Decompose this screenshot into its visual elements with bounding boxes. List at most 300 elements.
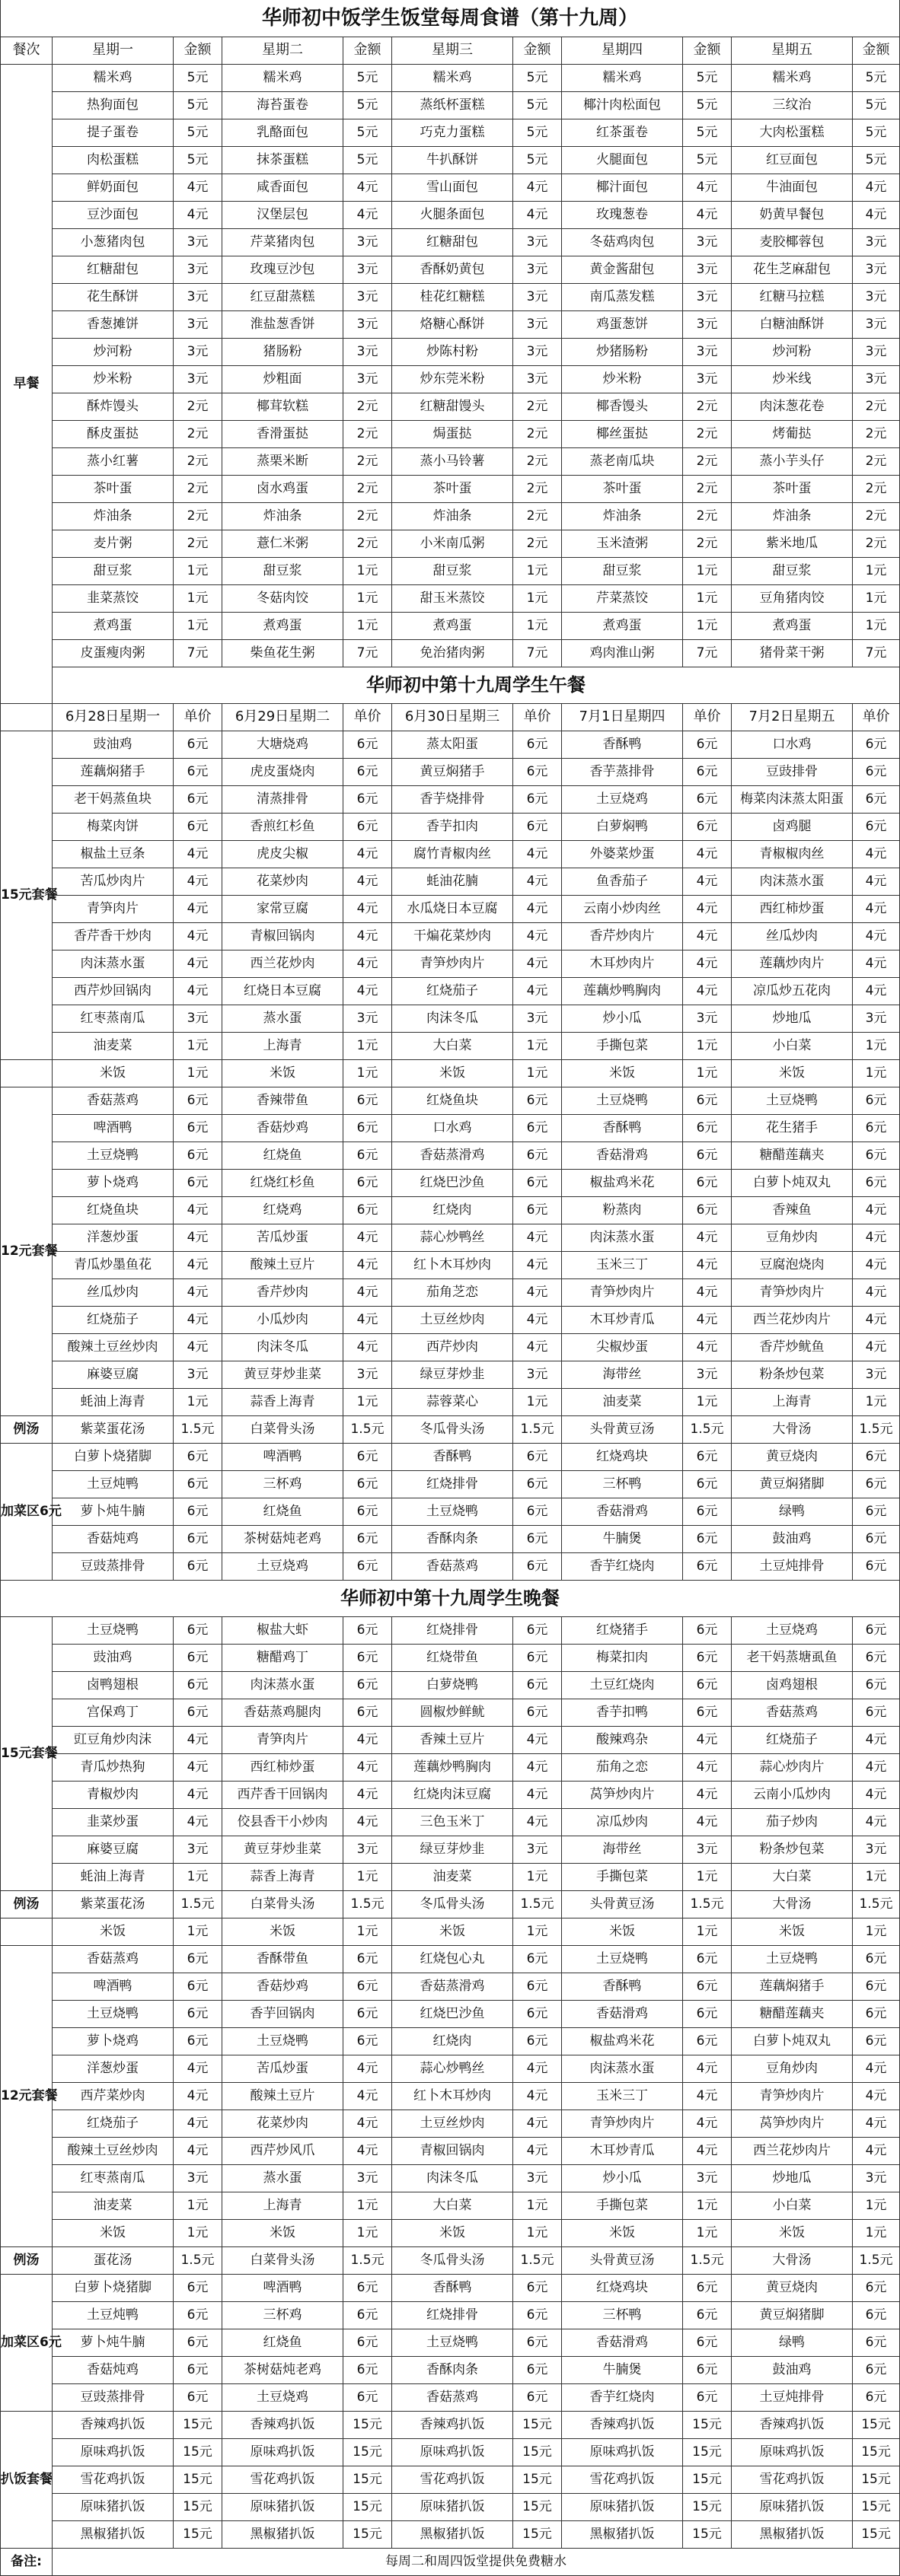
dish-name: 红烧鸡块 <box>562 1443 683 1470</box>
dish-name: 红豆甜蒸糕 <box>222 283 343 310</box>
dish-price: 6元 <box>853 1470 900 1498</box>
dish-price: 6元 <box>174 2000 222 2027</box>
menu-row <box>1 1306 900 1333</box>
dish-price: 1元 <box>343 584 392 612</box>
dish-name: 炸油条 <box>53 502 174 530</box>
menu-row <box>1 1781 900 1808</box>
dish-name: 梅菜扣肉 <box>562 1644 683 1671</box>
dish-name: 烙糖心酥饼 <box>392 310 513 338</box>
dish-name: 糖醋莲藕夹 <box>732 1142 853 1169</box>
menu-row <box>1 1278 900 1306</box>
dish-name: 肉沫冬瓜 <box>392 2164 513 2192</box>
dish-name: 梅菜肉沫蒸太阳蛋 <box>732 785 853 813</box>
dish-name: 甜豆浆 <box>562 557 683 584</box>
dish-name: 雪花鸡扒饭 <box>562 2466 683 2493</box>
dish-price: 6元 <box>513 1644 562 1671</box>
header-cell: 7月2日星期五 <box>732 703 853 731</box>
dish-price: 4元 <box>343 2137 392 2164</box>
dish-price: 15元 <box>853 2520 900 2548</box>
dish-price: 2元 <box>853 475 900 502</box>
dish-price: 4元 <box>174 1224 222 1251</box>
menu-row <box>1 1699 900 1726</box>
dish-name: 抹茶蛋糕 <box>222 146 343 174</box>
dish-name: 牛腩煲 <box>562 1525 683 1552</box>
dish-price: 6元 <box>174 1498 222 1525</box>
dish-name: 蒜香上海青 <box>222 1863 343 1890</box>
dish-name: 萝卜炖牛腩 <box>53 1498 174 1525</box>
dish-name: 红烧茄子 <box>392 977 513 1005</box>
dish-price: 6元 <box>343 1945 392 1973</box>
dish-price: 2元 <box>853 393 900 420</box>
meal-category <box>1 1918 53 1945</box>
dish-name: 啤酒鸭 <box>53 1114 174 1142</box>
dish-name: 绿豆芽炒韭 <box>392 1361 513 1388</box>
dish-name: 柴鱼花生粥 <box>222 639 343 667</box>
dish-price: 2元 <box>683 420 732 447</box>
dish-name: 白菜骨头汤 <box>222 2246 343 2274</box>
dish-price: 6元 <box>853 758 900 785</box>
dish-price: 6元 <box>853 1443 900 1470</box>
dish-name: 土豆烧鸭 <box>392 2329 513 2356</box>
dish-price: 1元 <box>683 584 732 612</box>
dish-name: 油麦菜 <box>392 1863 513 1890</box>
dish-price: 4元 <box>174 977 222 1005</box>
dish-price: 4元 <box>174 1808 222 1836</box>
dish-price: 4元 <box>174 1278 222 1306</box>
dish-name: 酸辣土豆丝炒肉 <box>53 2137 174 2164</box>
dish-price: 4元 <box>513 1753 562 1781</box>
dish-price: 6元 <box>343 1196 392 1224</box>
dish-name: 蒸太阳蛋 <box>392 731 513 758</box>
dish-name: 土豆炖鸭 <box>53 1470 174 1498</box>
dish-price: 5元 <box>343 119 392 146</box>
dish-name: 黄豆烧肉 <box>732 1443 853 1470</box>
dish-price: 6元 <box>683 2301 732 2329</box>
dish-name: 紫菜蛋花汤 <box>53 1415 174 1443</box>
header-cell: 星期三 <box>392 37 513 64</box>
dish-price: 4元 <box>513 1781 562 1808</box>
dish-price: 6元 <box>343 1552 392 1580</box>
dish-price: 1元 <box>343 1032 392 1059</box>
menu-row <box>1 338 900 365</box>
dish-price: 7元 <box>513 639 562 667</box>
menu-row <box>1 1525 900 1552</box>
dish-name: 香芋烧排骨 <box>392 785 513 813</box>
dish-name: 提子蛋卷 <box>53 119 174 146</box>
dish-price: 4元 <box>683 1251 732 1278</box>
dish-price: 4元 <box>513 1278 562 1306</box>
dish-name: 大骨汤 <box>732 1890 853 1918</box>
dish-price: 3元 <box>174 1361 222 1388</box>
dish-name: 土豆烧鸭 <box>392 1498 513 1525</box>
dish-price: 6元 <box>343 731 392 758</box>
menu-row <box>1 2000 900 2027</box>
dish-price: 2元 <box>174 530 222 557</box>
dish-name: 香芋回锅肉 <box>222 2000 343 2027</box>
menu-row <box>1 2301 900 2329</box>
dish-price: 5元 <box>683 64 732 91</box>
dish-price: 1.5元 <box>513 2246 562 2274</box>
dish-name: 香芋红烧肉 <box>562 2383 683 2411</box>
dish-name: 水瓜烧日本豆腐 <box>392 895 513 922</box>
dish-name: 米饭 <box>392 1918 513 1945</box>
dish-price: 4元 <box>853 1224 900 1251</box>
dish-name: 白萝卜烧猪脚 <box>53 2274 174 2301</box>
dish-name: 香酥鸭 <box>392 2274 513 2301</box>
dish-name: 西芹炒回锅肉 <box>53 977 174 1005</box>
menu-row <box>1 119 900 146</box>
dish-name: 洋葱炒蛋 <box>53 2055 174 2082</box>
dish-name: 凉瓜炒五花肉 <box>732 977 853 1005</box>
dish-name: 冬瓜骨头汤 <box>392 1415 513 1443</box>
dish-name: 莴笋炒肉片 <box>732 2110 853 2137</box>
dish-name: 黑椒猪扒饭 <box>562 2520 683 2548</box>
dish-name: 大白菜 <box>392 2192 513 2219</box>
dish-price: 1.5元 <box>174 1890 222 1918</box>
dish-price: 4元 <box>683 2055 732 2082</box>
menu-row <box>1 785 900 813</box>
dish-price: 6元 <box>174 1671 222 1699</box>
dish-price: 6元 <box>174 1699 222 1726</box>
header-cell: 6月30日星期三 <box>392 703 513 731</box>
dish-name: 免治猪肉粥 <box>392 639 513 667</box>
dish-name: 木耳炒肉片 <box>562 950 683 977</box>
dish-price: 6元 <box>683 1525 732 1552</box>
dish-price: 4元 <box>853 868 900 895</box>
dish-price: 5元 <box>683 119 732 146</box>
menu-row <box>1 1671 900 1699</box>
dish-price: 5元 <box>683 146 732 174</box>
dish-name: 西兰花炒肉片 <box>732 2137 853 2164</box>
dish-name: 米饭 <box>732 1918 853 1945</box>
dish-name: 香煎红杉鱼 <box>222 813 343 840</box>
dish-name: 三杯鸭 <box>562 1470 683 1498</box>
dish-name: 薏仁米粥 <box>222 530 343 557</box>
dish-name: 冬瓜骨头汤 <box>392 2246 513 2274</box>
dish-name: 头骨黄豆汤 <box>562 1890 683 1918</box>
dish-name: 黄豆芽炒韭菜 <box>222 1836 343 1863</box>
dish-name: 土豆丝炒肉 <box>392 1306 513 1333</box>
dish-name: 米饭 <box>392 1059 513 1087</box>
dish-price: 7元 <box>853 639 900 667</box>
dish-price: 5元 <box>513 91 562 119</box>
dish-price: 4元 <box>174 895 222 922</box>
dish-price: 1.5元 <box>683 1890 732 1918</box>
dish-price: 6元 <box>683 1973 732 2000</box>
dish-price: 3元 <box>174 228 222 256</box>
dish-name: 米饭 <box>222 2219 343 2246</box>
dish-name: 酸辣土豆片 <box>222 1251 343 1278</box>
dish-name: 小葱猪肉包 <box>53 228 174 256</box>
menu-row <box>1 201 900 228</box>
dish-price: 3元 <box>853 1836 900 1863</box>
dish-name: 绿豆芽炒韭 <box>392 1836 513 1863</box>
menu-row <box>1 2110 900 2137</box>
menu-row <box>1 1415 900 1443</box>
menu-row <box>1 1251 900 1278</box>
dish-price: 4元 <box>513 1808 562 1836</box>
dish-price: 6元 <box>513 1498 562 1525</box>
dish-name: 豆豉蒸排骨 <box>53 2383 174 2411</box>
dish-price: 6元 <box>683 1644 732 1671</box>
dish-price: 4元 <box>343 950 392 977</box>
dish-name: 莴笋炒肉片 <box>562 1781 683 1808</box>
dish-price: 1元 <box>853 557 900 584</box>
dish-name: 热狗面包 <box>53 91 174 119</box>
dish-price: 1元 <box>853 584 900 612</box>
dish-name: 白萝焖鸭 <box>562 813 683 840</box>
dish-price: 4元 <box>343 174 392 201</box>
dish-price: 6元 <box>853 2000 900 2027</box>
dish-price: 15元 <box>174 2466 222 2493</box>
dish-name: 手撕包菜 <box>562 1863 683 1890</box>
dish-name: 米饭 <box>392 2219 513 2246</box>
dish-price: 2元 <box>683 447 732 475</box>
dish-price: 1元 <box>853 1388 900 1415</box>
dish-price: 4元 <box>174 2055 222 2082</box>
dish-price: 3元 <box>513 338 562 365</box>
menu-row <box>1 475 900 502</box>
dish-name: 炒东莞米粉 <box>392 365 513 393</box>
dish-price: 4元 <box>853 1278 900 1306</box>
dish-name: 香辣鸡扒饭 <box>392 2411 513 2438</box>
dish-price: 1元 <box>513 1059 562 1087</box>
dish-price: 1元 <box>513 1032 562 1059</box>
dish-name: 香菇蒸鸡腿肉 <box>222 1699 343 1726</box>
dish-price: 4元 <box>683 1333 732 1361</box>
dish-name: 香芹香干炒肉 <box>53 922 174 950</box>
dish-name: 炒地瓜 <box>732 1005 853 1032</box>
dish-price: 3元 <box>513 256 562 283</box>
dish-price: 4元 <box>853 1306 900 1333</box>
dish-name: 炒河粉 <box>732 338 853 365</box>
menu-row <box>1 1169 900 1196</box>
menu-row <box>1 1443 900 1470</box>
dish-price: 5元 <box>513 119 562 146</box>
dish-name: 玉米渣粥 <box>562 530 683 557</box>
meal-category: 加菜区6元 <box>1 2274 53 2411</box>
document-title: 华师初中饭学生饭堂每周食谱（第十九周） <box>1 0 900 37</box>
dish-price: 6元 <box>343 1498 392 1525</box>
meal-category: 早餐 <box>1 64 53 703</box>
dish-price: 6元 <box>174 1525 222 1552</box>
dish-name: 西兰花炒肉片 <box>732 1306 853 1333</box>
menu-row <box>1 283 900 310</box>
dish-name: 奶黄早餐包 <box>732 201 853 228</box>
dish-name: 肉沫葱花卷 <box>732 393 853 420</box>
dish-name: 黄豆焖猪脚 <box>732 2301 853 2329</box>
meal-category: 12元套餐 <box>1 1087 53 1415</box>
dish-price: 15元 <box>343 2520 392 2548</box>
dish-price: 6元 <box>683 785 732 813</box>
dish-name: 口水鸡 <box>392 1114 513 1142</box>
dish-price: 4元 <box>683 1753 732 1781</box>
dish-price: 4元 <box>343 1753 392 1781</box>
dish-name: 花菜炒肉 <box>222 2110 343 2137</box>
meal-category: 例汤 <box>1 1890 53 1918</box>
dish-name: 红烧鱼块 <box>53 1196 174 1224</box>
dish-price: 1.5元 <box>343 1890 392 1918</box>
menu-row <box>1 1498 900 1525</box>
dish-price: 2元 <box>683 502 732 530</box>
dish-price: 5元 <box>174 119 222 146</box>
dish-name: 炸油条 <box>222 502 343 530</box>
dish-price: 6元 <box>343 1525 392 1552</box>
dish-price: 6元 <box>853 1644 900 1671</box>
header-cell: 单价 <box>513 703 562 731</box>
dish-name: 小米南瓜粥 <box>392 530 513 557</box>
meal-category: 例汤 <box>1 2246 53 2274</box>
dish-name: 红烧茄子 <box>53 2110 174 2137</box>
menu-row <box>1 1836 900 1863</box>
dish-price: 6元 <box>683 731 732 758</box>
dish-name: 黄金酱甜包 <box>562 256 683 283</box>
dish-name: 白萝卜烧猪脚 <box>53 1443 174 1470</box>
menu-row <box>1 1863 900 1890</box>
dish-name: 大骨汤 <box>732 1415 853 1443</box>
dish-price: 3元 <box>343 228 392 256</box>
dish-name: 茶叶蛋 <box>732 475 853 502</box>
dish-name: 芹菜猪肉包 <box>222 228 343 256</box>
dish-name: 香芋蒸排骨 <box>562 758 683 785</box>
dish-name: 猪肠粉 <box>222 338 343 365</box>
dish-price: 4元 <box>683 2082 732 2110</box>
dish-price: 3元 <box>174 1005 222 1032</box>
dish-name: 红糖甜包 <box>392 228 513 256</box>
dish-price: 2元 <box>513 530 562 557</box>
dish-price: 6元 <box>174 1973 222 2000</box>
dish-name: 香芋扣鸭 <box>562 1699 683 1726</box>
dish-name: 红烧茄子 <box>732 1726 853 1753</box>
dish-price: 4元 <box>683 1808 732 1836</box>
dish-name: 香菇滑鸡 <box>562 2329 683 2356</box>
dish-price: 4元 <box>343 2055 392 2082</box>
dish-price: 4元 <box>683 1781 732 1808</box>
dish-name: 青瓜炒热狗 <box>53 1753 174 1781</box>
dish-name: 土豆烧鸭 <box>732 1087 853 1114</box>
dish-name: 啤酒鸭 <box>53 1973 174 2000</box>
dish-name: 咸香面包 <box>222 174 343 201</box>
dish-price: 3元 <box>683 256 732 283</box>
menu-row <box>1 1552 900 1580</box>
dish-name: 原味猪扒饭 <box>222 2493 343 2520</box>
dish-price: 6元 <box>683 2383 732 2411</box>
dish-name: 乳酪面包 <box>222 119 343 146</box>
dish-price: 15元 <box>174 2493 222 2520</box>
dish-price: 15元 <box>343 2466 392 2493</box>
dish-price: 2元 <box>343 502 392 530</box>
dish-price: 6元 <box>174 758 222 785</box>
dish-price: 5元 <box>174 64 222 91</box>
dish-price: 3元 <box>343 365 392 393</box>
dish-name: 粉条炒包菜 <box>732 1836 853 1863</box>
dish-name: 酸辣土豆片 <box>222 2082 343 2110</box>
dish-name: 炸油条 <box>732 502 853 530</box>
dish-name: 豉油鸡 <box>53 1644 174 1671</box>
dish-name: 汉堡层包 <box>222 201 343 228</box>
dish-price: 2元 <box>853 502 900 530</box>
dish-name: 香菇蒸鸡 <box>392 1552 513 1580</box>
dish-name: 香菇蒸鸡 <box>53 1087 174 1114</box>
dish-price: 4元 <box>343 1224 392 1251</box>
dish-price: 4元 <box>853 1251 900 1278</box>
dish-name: 茄角芝恋 <box>392 1278 513 1306</box>
dish-name: 土豆烧鸭 <box>562 1945 683 1973</box>
dish-name: 米饭 <box>53 1059 174 1087</box>
dish-name: 蒜心炒鸭丝 <box>392 2055 513 2082</box>
dish-name: 红烧鸡 <box>222 1196 343 1224</box>
dish-name: 老干妈蒸塘虱鱼 <box>732 1644 853 1671</box>
dish-price: 3元 <box>343 1005 392 1032</box>
dish-name: 火腿面包 <box>562 146 683 174</box>
dish-name: 红烧红杉鱼 <box>222 1169 343 1196</box>
dish-name: 蛋花汤 <box>53 2246 174 2274</box>
dish-price: 4元 <box>513 1251 562 1278</box>
dish-name: 原味鸡扒饭 <box>222 2438 343 2466</box>
dish-price: 1元 <box>683 1918 732 1945</box>
dish-price: 4元 <box>513 868 562 895</box>
dish-name: 香菇炖鸡 <box>53 2356 174 2383</box>
header-cell: 星期五 <box>732 37 853 64</box>
remark-text: 每周二和周四饭堂提供免费糖水 <box>53 2548 900 2575</box>
dish-name: 啤酒鸭 <box>222 2274 343 2301</box>
dish-name: 红烧鱼块 <box>392 1087 513 1114</box>
dish-name: 炒小瓜 <box>562 1005 683 1032</box>
dish-price: 4元 <box>343 1333 392 1361</box>
dish-name: 牛油面包 <box>732 174 853 201</box>
dish-name: 香菇炒鸡 <box>222 1973 343 2000</box>
dish-price: 4元 <box>853 922 900 950</box>
dish-name: 米饭 <box>562 1059 683 1087</box>
menu-row <box>1 1059 900 1087</box>
dish-price: 4元 <box>343 2110 392 2137</box>
dish-name: 豉油鸡 <box>53 731 174 758</box>
menu-row <box>1 584 900 612</box>
dish-price: 1元 <box>853 2192 900 2219</box>
dish-price: 6元 <box>853 785 900 813</box>
dish-price: 7元 <box>343 639 392 667</box>
menu-row <box>1 813 900 840</box>
dish-price: 6元 <box>683 1498 732 1525</box>
dish-name: 青椒椒肉丝 <box>732 840 853 868</box>
dish-name: 白萝卜炖双丸 <box>732 2027 853 2055</box>
dish-price: 3元 <box>513 2164 562 2192</box>
dish-price: 6元 <box>513 731 562 758</box>
dish-name: 蒸小马铃薯 <box>392 447 513 475</box>
dish-name: 香酥带鱼 <box>222 1945 343 1973</box>
dish-price: 3元 <box>343 1361 392 1388</box>
dish-price: 5元 <box>343 91 392 119</box>
dish-name: 红茶蛋卷 <box>562 119 683 146</box>
dish-name: 炒粗面 <box>222 365 343 393</box>
dish-name: 香辣鸡扒饭 <box>732 2411 853 2438</box>
menu-row <box>1 840 900 868</box>
dish-name: 红烧排骨 <box>392 2301 513 2329</box>
header-cell: 金额 <box>683 37 732 64</box>
dish-name: 土豆烧鸭 <box>732 1945 853 1973</box>
menu-row <box>1 1388 900 1415</box>
dish-price: 3元 <box>683 1361 732 1388</box>
dish-name: 红枣蒸南瓜 <box>53 2164 174 2192</box>
dish-price: 1元 <box>683 2192 732 2219</box>
dish-name: 油麦菜 <box>53 2192 174 2219</box>
dish-price: 1元 <box>513 2219 562 2246</box>
menu-row <box>1 1470 900 1498</box>
dish-name: 豆豉蒸排骨 <box>53 1552 174 1580</box>
dish-name: 小瓜炒肉 <box>222 1306 343 1333</box>
dish-name: 红烧巴沙鱼 <box>392 2000 513 2027</box>
dish-price: 3元 <box>853 256 900 283</box>
